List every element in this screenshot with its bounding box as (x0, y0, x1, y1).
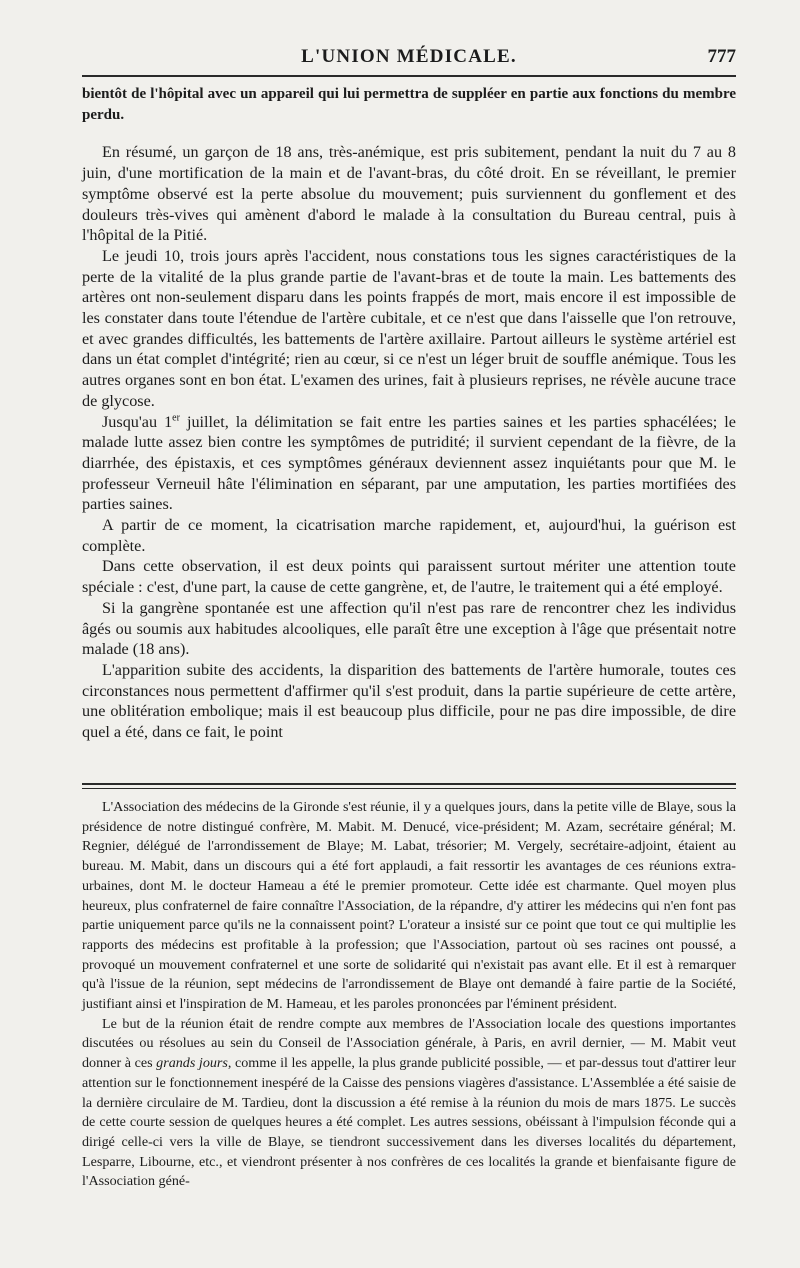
section-double-rule (82, 783, 736, 789)
paragraph-healing: A partir de ce moment, la cicatrisation marche rapidement, et, aujourd'hui, la guérison est complète. (82, 516, 736, 555)
chronicle-section (82, 798, 736, 1192)
paragraph-summary: En résumé, un garçon de 18 ans, très-anémique, est pris subitement, pendant la nuit du 7 au 8 juin, d'une mortification de la main et de l'avant-bras, du côté droit. En se réveillant, le premier symptôme observé est la perte absolue du mouvement; puis surviennent du gonflement et des douleurs très-vives qui amènent d'abord le malade à la consultation du Bureau central, puis à l'hôpital de la Pitié. (82, 143, 736, 245)
text-segment: juillet, la délimitation se fait entre les parties saines et les parties sphacélées; le malade lutte assez bien contre les symptômes de putridité; il survient cependant de la fièvre, de la diarrhée, des épistaxis, et ces symptômes généraux deviennent assez inquiétants pour que M. le professeur Verneuil hâte l'élimination en séparant, par une amputation, les parties mortifiées des parties saines. (82, 412, 736, 514)
text-segment: , comme il les appelle, la plus grande publicité possible, — et par-dessus tout d'attirer leur attention sur le fonctionnement inespéré de la Caisse des pensions viagères d'assistance. L'Assemblée a été saisie de la dernière circulaire de M. Tardieu, dont la discussion a été remise à la réunion du mois de mars 1875. Le succès de cette courte session de quelques heures a été complet. Les autres sessions, obéissant à l'impulsion féconde qui a dirigé celle-ci vers la ville de Blaye, se tiendront successivement dans les diverses localités du département, Lesparre, Libourne, etc., et viendront présenter à nos confrères de ces localités la grande et bienfaisante figure de l'Association géné- (82, 1055, 736, 1190)
running-title: L'UNION MÉDICALE. (301, 46, 517, 67)
paragraph-examination: Le jeudi 10, trois jours après l'accident, nous constations tous les signes caractéristiques de la perte de la vitalité de la plus grande partie de l'avant-bras et de toute la main. Les battements des artères ont non-seulement disparu dans les points frappés de mort, mais encore il est impossible de les constater dans toute l'étendue de l'artère cubitale, et ce n'est que dans l'aisselle que l'on retrouve, et avec grandes difficultés, les battements de l'artère axillaire. Partout ailleurs le système artériel est dans un état complet d'intégrité; rien au cœur, si ce n'est un léger bruit de souffle anémique. Tous les autres organes sont en bon état. L'examen des urines, fait à plusieurs reprises, ne révèle aucune trace de glycose. (82, 246, 736, 410)
header-rule (82, 75, 736, 77)
page-number: 777 (707, 46, 736, 67)
italic-phrase: grands jours (156, 1055, 228, 1072)
paragraph-observation: Dans cette observation, il est deux points qui paraissent surtout mériter une attention toute spéciale : c'est, d'une part, la cause de cette gangrène, et, de l'autre, le traitement qui a été employé. (82, 557, 736, 597)
chronicle-paragraph-meeting (82, 1015, 736, 1192)
paragraph-embolism: L'apparition subite des accidents, la disparition des battements de l'artère humorale, toutes ces circonstances nous permettent d'affirmer qu'il s'est produit, dans la partie supérieure de cette artère, une oblitération embolique; mais il est beaucoup plus difficile, pour ne pas dire impossible, de dire quel a été, dans ce fait, le point (82, 660, 736, 742)
journal-page (82, 0, 736, 1268)
ordinal-superscript: er (172, 412, 180, 424)
continuation-paragraph: bientôt de l'hôpital avec un appareil qui lui permettra de suppléer en partie aux fonctions du membre perdu. (82, 86, 736, 123)
chronicle-paragraph-association: L'Association des médecins de la Gironde s'est réunie, il y a quelques jours, dans la petite ville de Blaye, sous la présidence de notre distingué confrère, M. Mabit. M. Denucé, vice-président; M. Azam, secrétaire général; M. Regnier, délégué de l'arrondissement de Blaye; M. Labat, trésorier; M. Vergely, secrétaire-adjoint, étaient au bureau. M. Mabit, dans un discours qui a été fort applaudi, a fait ressortir les avantages de ces réunions extra-urbaines, dont M. le docteur Hameau a été le premier promoteur. Cette idée est charmante. Quel moyen plus heureux, plus confraternel de faire connaître l'Association, de la répandre, d'y attirer les médecins qui n'en font pas partie uniquement parce qu'ils ne la connaissent point? L'orateur a insisté sur ce point que tout ce qui multiplie les rapports des médecins est profitable à la profession; que l'Association, partout où ses racines ont poussé, a provoqué un mouvement confraternel et une sorte de solidarité qui n'existait pas avant elle. Et il est à remarquer qu'à l'issue de la réunion, sept médecins de l'arrondissement de Blaye ont demandé à faire partie de la Société, justifiant ainsi et l'inspiration de M. Hameau, et les paroles prononcées par l'éminent président. (82, 799, 736, 1013)
text-segment: Jusqu'au 1 (102, 412, 173, 431)
running-head (82, 46, 736, 72)
paragraph-delimitation (82, 412, 736, 516)
paragraph-gangrene: Si la gangrène spontanée est une affection qu'il n'est pas rare de rencontrer chez les individus âgés ou soumis aux habitudes alcooliques, elle paraît être une exception à l'âge que présentait notre malade (18 ans). (82, 598, 736, 659)
article-body (82, 84, 736, 743)
text-segment: Le but de la réunion était de rendre compte aux membres de l'Association locale des questions importantes discutées ou résolues au sein du Conseil de l'Association générale, à Paris, en avril dernier, — M. Mabit veut donner à ces (82, 1015, 736, 1072)
